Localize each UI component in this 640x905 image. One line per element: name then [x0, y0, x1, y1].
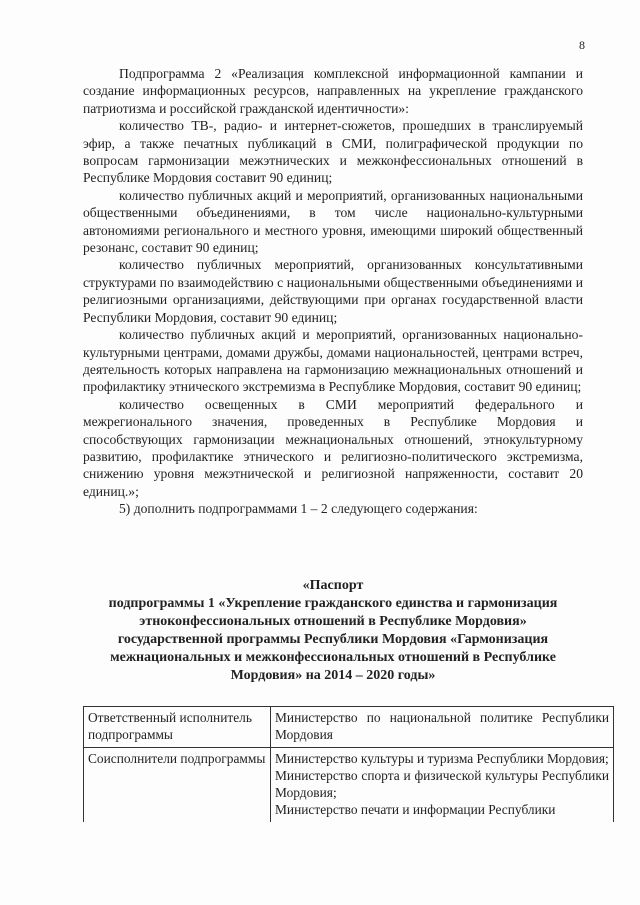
passport-heading [83, 577, 583, 685]
paragraph-amend-item-5: 5) дополнить подпрограммами 1 – 2 следующего содержания: [119, 501, 478, 517]
value-line: Министерство по национальной политике Республики Мордовия [275, 710, 609, 742]
row-label-responsible-executor: Ответственный исполнитель подпрограммы [84, 707, 271, 748]
row-label-co-executors: Соисполнители подпрограммы [84, 748, 271, 823]
table-row [84, 707, 614, 748]
passport-table [83, 706, 614, 822]
paragraph-cultural-centers-count: количество публичных акций и мероприятий, организованных национально-культурными центрами, домами дружбы, домами национальностей, центрами встреч, деятельность которых направлена на гармонизацию межнациональных отношений и профилактику этнического экстремизма в Республике Мордовия, составит 90 единиц; [83, 327, 583, 395]
value-line: Министерство культуры и туризма Республики Мордовия; [275, 751, 609, 766]
table-row [84, 748, 614, 823]
passport-heading-line: межнациональных и межконфессиональных отношений в Республике [110, 650, 556, 665]
row-value-responsible-executor [271, 707, 614, 748]
passport-heading-line: Мордовия» на 2014 – 2020 годы» [230, 668, 436, 683]
row-value-co-executors [271, 748, 614, 823]
paragraph-public-actions-count: количество публичных акций и мероприятий, организованных национальными общественными объединениями, в том числе национально-культурными автономиями регионального и местного уровня, имеющими широкий общественный резонанс, составит 90 единиц; [83, 187, 583, 256]
paragraph-subprogram-2-title: Подпрограмма 2 «Реализация комплексной информационной кампании и создание информационных ресурсов, направленных на укрепление гражданского патриотизма и российской гражданской идентичности»: [83, 66, 583, 116]
value-line: Министерство печати и информации Республики [275, 802, 556, 817]
page-number: 8 [579, 38, 585, 52]
paragraph-public-events-count: количество публичных мероприятий, организованных консультативными структурами по взаимодействию с национальными общественными объединениями и религиозными организациями, действующими при органах государственной власти Республики Мордовия, составит 90 единиц; [83, 257, 583, 325]
paragraph-media-count: количество ТВ-, радио- и интернет-сюжетов, прошедших в транслируемый эфир, а также печатных публикаций в СМИ, полиграфической продукции по вопросам гармонизации межэтнических и межконфессиональных отношений в Республике Мордовия составит 90 единиц; [83, 118, 583, 186]
body-text [83, 65, 583, 518]
passport-heading-line: подпрограммы 1 «Укрепление гражданского единства и гармонизация [108, 596, 558, 611]
passport-heading-line: государственной программы Республики Мордовия «Гармонизация [117, 632, 549, 647]
passport-heading-line: «Паспорт [302, 578, 364, 593]
paragraph-federal-events-count: количество освещенных в СМИ мероприятий федерального и межрегионального значения, проведенных в Республике Мордовия и способствующих гармонизации межнациональных отношений, этнокультурному развитию, профилактике этнического и религиозно-политического экстремизма, снижению уровня межэтнической и религиозной напряженности, составит 20 единиц.»; [83, 396, 583, 499]
passport-heading-line: этноконфессиональных отношений в Республике Мордовия» [139, 614, 527, 629]
value-line: Министерство спорта и физической культуры Республики Мордовия; [275, 768, 609, 800]
